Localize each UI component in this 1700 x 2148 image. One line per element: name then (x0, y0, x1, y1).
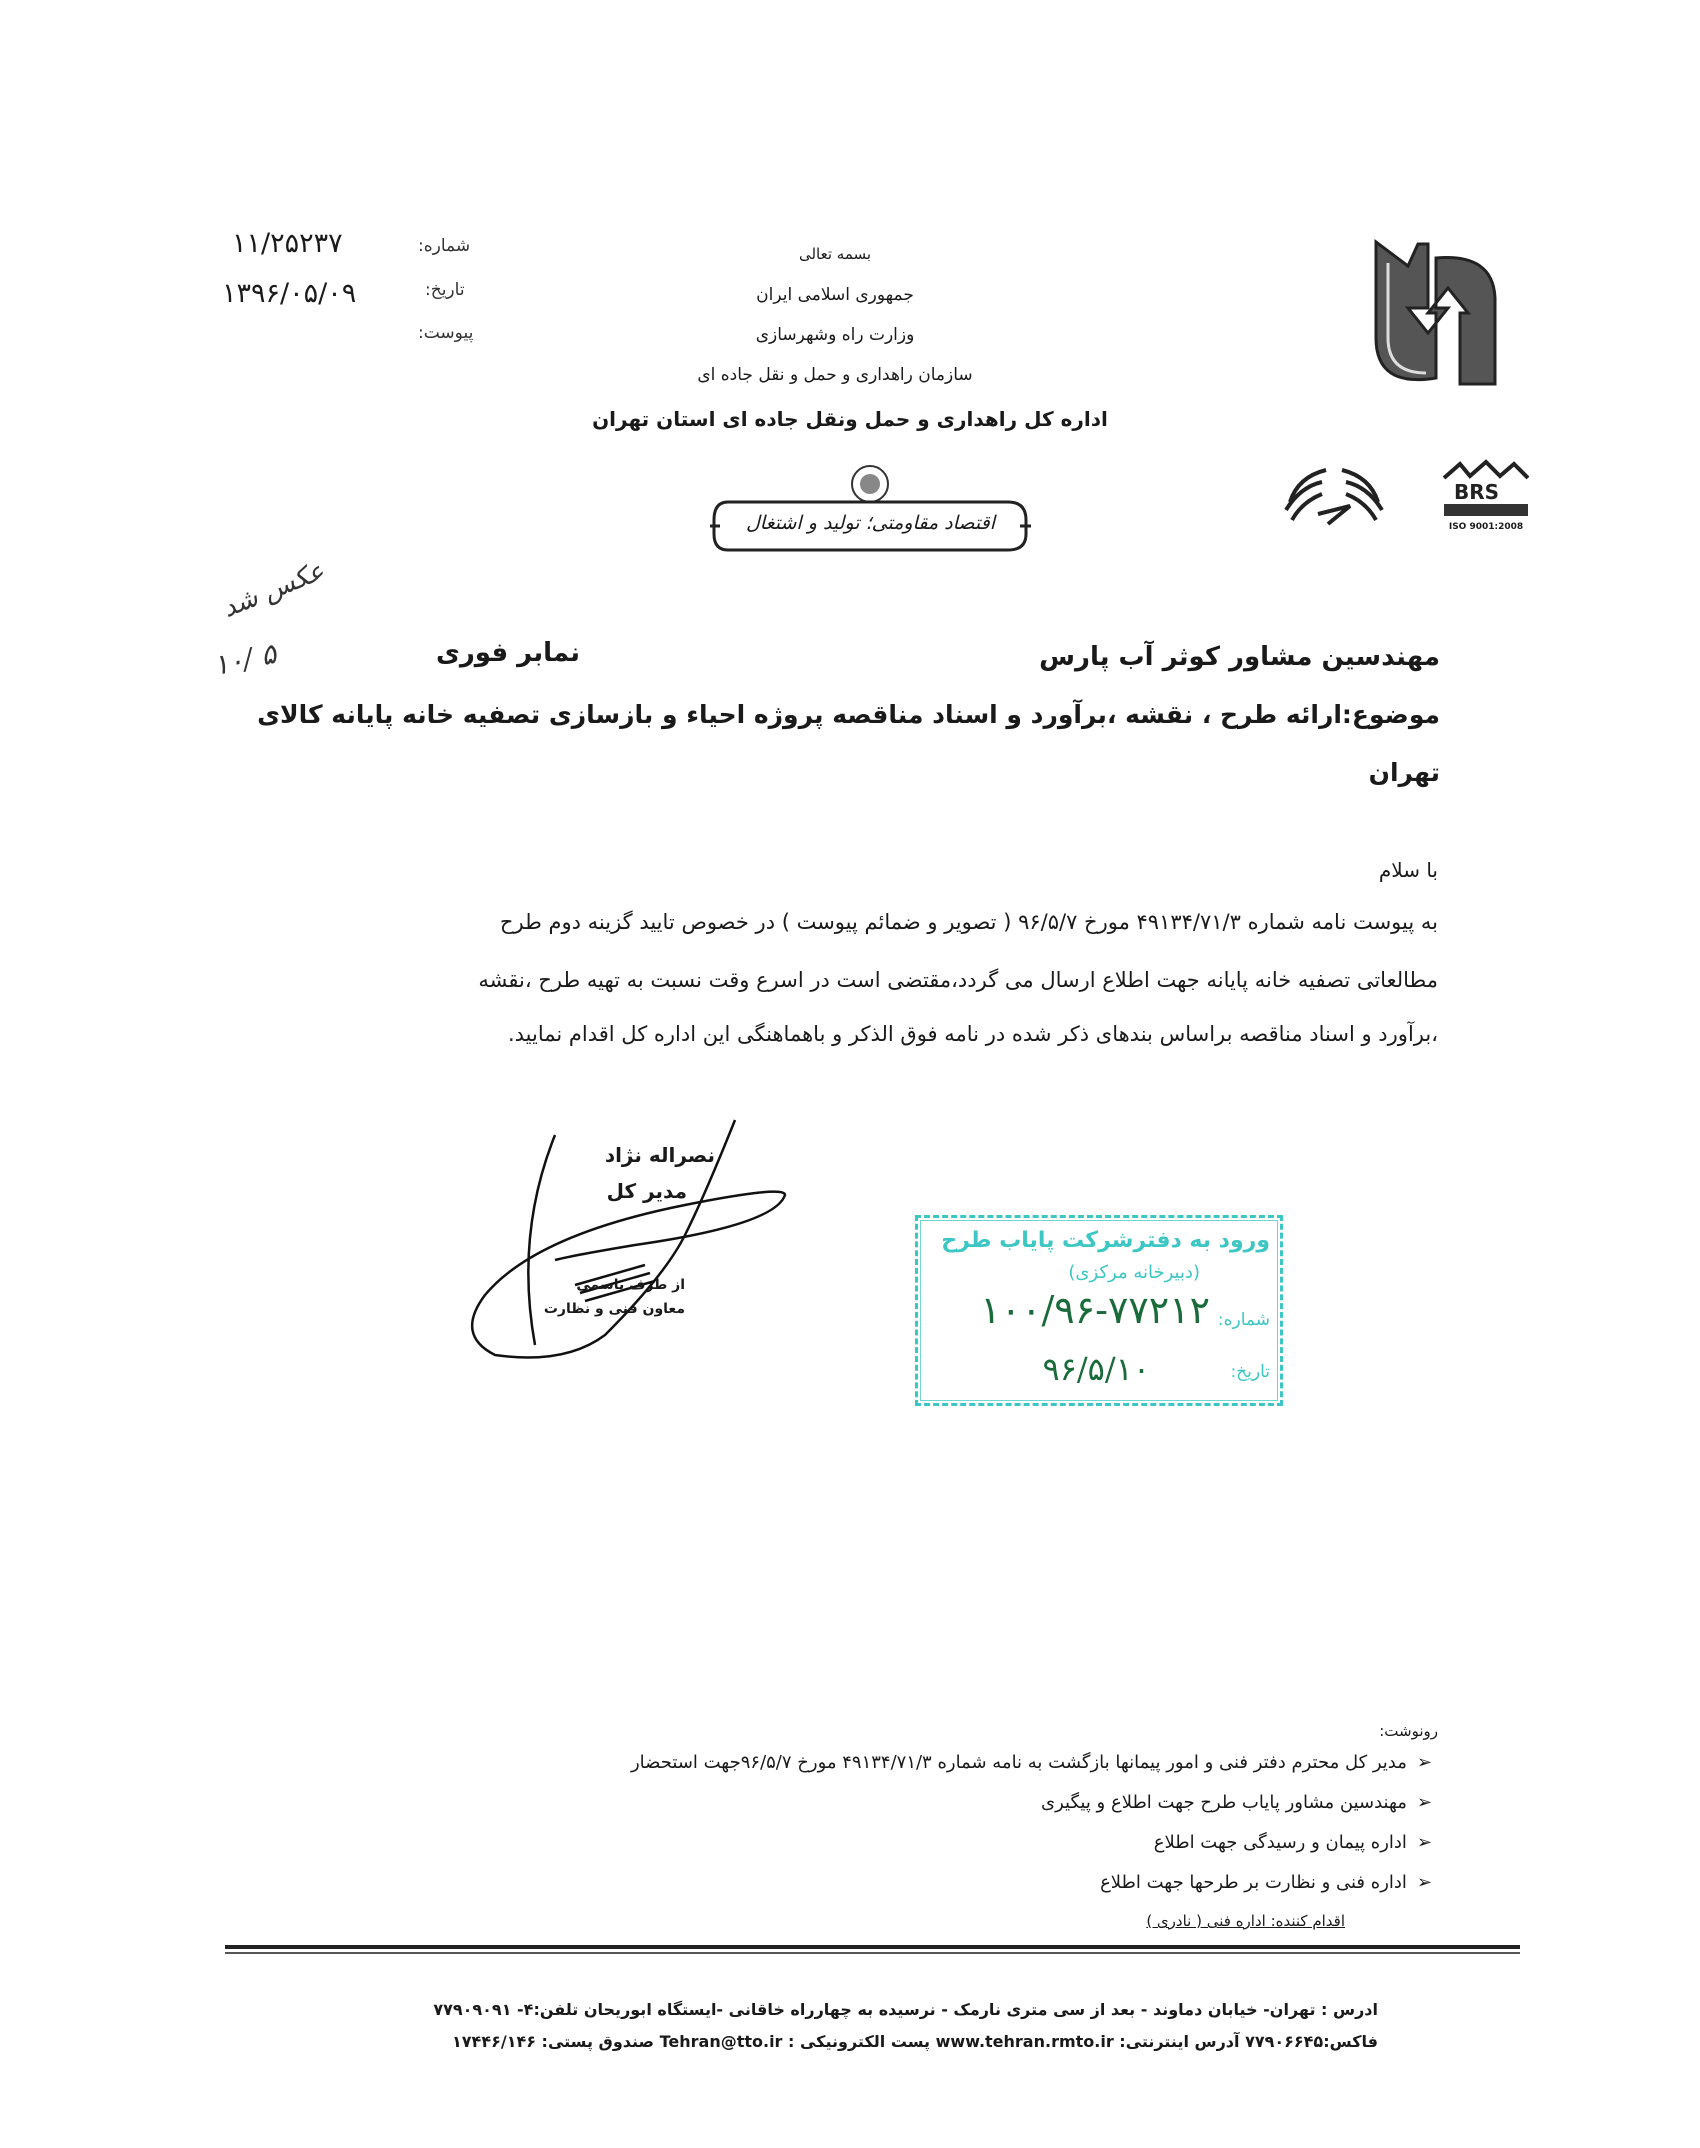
brs-iso-logo (1440, 458, 1532, 540)
stamp-number-label: شماره: (1217, 1310, 1270, 1330)
rmto-logo (1368, 238, 1503, 388)
recipient: مهندسین مشاور کوثر آب پارس (1039, 642, 1440, 672)
check-arrow-icon: ➢ (1416, 1752, 1432, 1773)
stamp-date-label: تاریخ: (1230, 1362, 1270, 1382)
number-label: شماره: (418, 236, 471, 256)
country-name: جمهوری اسلامی ایران (756, 285, 914, 305)
stamp-subtitle: (دبیرخانه مرکزی) (1068, 1262, 1200, 1283)
brs-text: BRS (1454, 480, 1500, 504)
organization-name: سازمان راهداری و حمل و نقل جاده ای (697, 365, 973, 385)
iso-label: ISO 9001:2008 (1448, 522, 1524, 532)
stamp-title: ورود به دفترشرکت پایاب طرح (941, 1228, 1270, 1253)
handwritten-note (195, 555, 355, 695)
date-label: تاریخ: (425, 280, 465, 300)
signer-title: مدیر کل (606, 1179, 687, 1203)
greeting: با سلام (1378, 858, 1438, 882)
body-line: به پیوست نامه شماره ۴۹۱۳۴/۷۱/۳ مورخ ۹۶/۵/۷ ( تصویر و ضمائم پیوست ) در خصوص تایید گزینه دوم طرح (499, 910, 1438, 934)
deputy-title: معاون فنی و نظارت (543, 1301, 685, 1317)
cc-label: رونوشت: (1379, 1722, 1438, 1740)
body-line: ،برآورد و اسناد مناقصه براساس بندهای ذکر شده در نامه فوق الذکر و باهماهنگی این اداره کل اقدام نمایید. (507, 1022, 1438, 1046)
cc-item: ➢ مهندسین مشاور پایاب طرح جهت اطلاع و پیگیری (1041, 1792, 1432, 1813)
footer-divider-thin (225, 1952, 1520, 1954)
subject-line: موضوع:ارائه طرح ، نقشه ،برآورد و اسناد مناقصه پروژه احیاء و بازسازی تصفیه خانه پایانه کالای (257, 700, 1440, 729)
date-value: ۱۳۹۶/۰۵/۰۹ (222, 278, 357, 309)
handwritten-note-line1: عکس شد (218, 556, 329, 624)
cc-item: ➢ اداره فنی و نظارت بر طرحها جهت اطلاع (1100, 1872, 1432, 1893)
action-by: اقدام کننده: اداره فنی ( نادری ) (1146, 1912, 1345, 1930)
attachment-label: پیوست: (418, 323, 474, 343)
footer-contact: فاکس:۷۷۹۰۶۶۴۵ آدرس اینترنتی: www.tehran.rmto.ir پست الکترونیکی : Tehran@tto.ir صندوق پستی: ۱۷۴۴۶/۱۴۶ (452, 2032, 1378, 2051)
invocation: بسمه تعالی (798, 245, 872, 263)
ministry-name: وزارت راه وشهرسازی (755, 325, 915, 345)
stamp-date-value: ۹۶/۵/۱۰ (1042, 1350, 1150, 1388)
on-behalf-of: از طرف باسمی (576, 1277, 685, 1293)
check-arrow-icon: ➢ (1416, 1792, 1432, 1813)
number-value: ۱۱/۲۵۲۳۷ (232, 228, 343, 259)
signer-name: نصراله نژاد (604, 1143, 715, 1167)
cc-item: ➢ اداره پیمان و رسیدگی جهت اطلاع (1153, 1832, 1432, 1853)
footer-address: ادرس : تهران- خیابان دماوند - بعد از سی متری نارمک - نرسیده به چهارراه خاقانی -ایستگاه ابوریحان تلفن:۴- ۷۷۹۰۹۰۹۱ (433, 2000, 1378, 2019)
footer-divider (225, 1945, 1520, 1949)
handwritten-note-line2: ۱۰/ ۵ (210, 636, 280, 683)
stamp-number-value: ۱۰۰/۹۶-۷۷۲۱۲ (980, 1288, 1210, 1332)
cc-item: ➢ مدیر کل محترم دفتر فنی و امور پیمانها بازگشت به نامه شماره ۴۹۱۳۴/۷۱/۳ مورخ ۹۶/۵/۷جهت استحضار (630, 1752, 1432, 1773)
office-name: اداره کل راهداری و حمل ونقل جاده ای استان تهران (592, 407, 1108, 431)
check-arrow-icon: ➢ (1416, 1872, 1432, 1893)
slogan-text: اقتصاد مقاومتی؛ تولید و اشتغال (746, 512, 995, 534)
check-arrow-icon: ➢ (1416, 1832, 1432, 1853)
subject-line-cont: تهران (1368, 758, 1440, 787)
receipt-stamp (915, 1215, 1283, 1406)
signature-block (455, 1115, 805, 1375)
emblem-wings-logo (1278, 462, 1390, 532)
fax-urgent-label: نمابر فوری (436, 638, 581, 668)
slogan-banner (708, 462, 1033, 557)
body-line: مطالعاتی تصفیه خانه پایانه جهت اطلاع ارسال می گردد،مقتضی است در اسرع وقت نسبت به تهیه طرح ،نقشه (478, 968, 1438, 992)
